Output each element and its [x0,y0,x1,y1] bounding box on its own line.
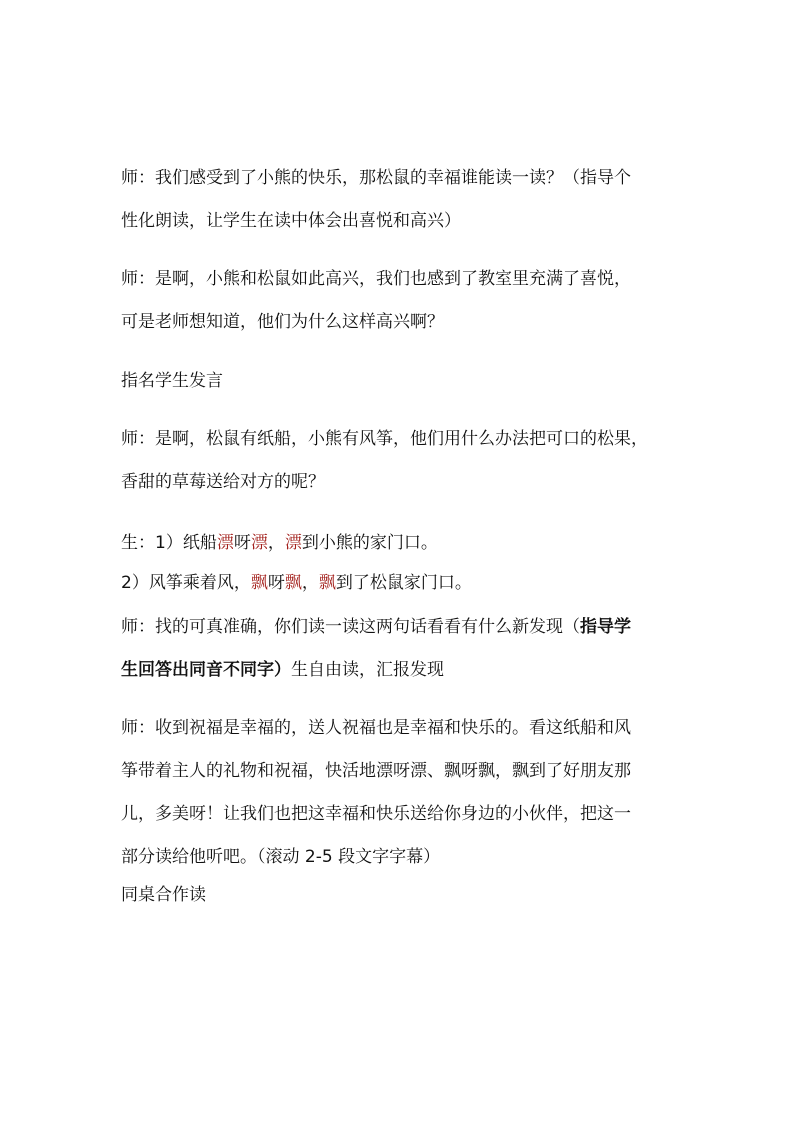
answer-1-ya: 呀 [233,533,251,553]
highlight-piao-2: 漂 [250,533,268,553]
paragraph-8-line-3: 儿，多美呀！让我们也把这幸福和快乐送给你身边的小伙伴，把这一 [121,804,631,824]
highlight-piao-1: 漂 [216,533,234,553]
answer-1-prefix: 生：1）纸船 [121,533,217,553]
answer-1-suffix: 到小熊的家门口。 [301,533,438,553]
paragraph-2-line-2: 可是老师想知道，他们为什么这样高兴啊？ [121,312,444,332]
highlight-piao-6: 飘 [318,573,336,593]
paragraph-4-line-1: 师：是啊，松鼠有纸船，小熊有风筝，他们用什么办法把可口的松果， [121,429,648,449]
highlight-piao-4: 飘 [250,573,268,593]
paragraph-8-line-2: 筝带着主人的礼物和祝福，快活地漂呀漂、飘呀飘，飘到了好朋友那 [121,761,631,781]
paragraph-7-line-1 [121,616,681,638]
paragraph-7-line-2-text: 生自由读，汇报发现 [291,660,444,680]
paragraph-8-line-1: 师：收到祝福是幸福的，送人祝福也是幸福和快乐的。看这纸船和风 [121,718,631,738]
paragraph-3-line-1: 指名学生发言 [121,371,223,391]
answer-line-1 [121,532,681,554]
paragraph-7-bold-2: 生回答出同音不同字） [121,660,291,680]
paragraph-1-line-2: 性化朗读，让学生在读中体会出喜悦和高兴） [121,211,461,231]
paragraph-2-line-1: 师：是啊，小熊和松鼠如此高兴，我们也感到了教室里充满了喜悦， [121,269,631,289]
paragraph-8-line-4: 部分读给他听吧。（滚动 2-5 段文字字幕） [121,847,441,867]
answer-2-ya: 呀 [267,573,285,593]
answer-line-2 [121,572,681,594]
paragraph-9-line-1: 同桌合作读 [121,885,206,905]
paragraph-4-line-2: 香甜的草莓送给对方的呢？ [121,472,325,492]
paragraph-7-line-1-text: 师：找的可真准确，你们读一读这两句话看看有什么新发现（ [121,617,580,637]
answer-1-comma: ， [267,533,285,553]
highlight-piao-3: 漂 [284,533,302,553]
paragraph-7-bold-1: 指导学 [580,617,631,637]
highlight-piao-5: 飘 [284,573,302,593]
paragraph-1-line-1: 师：我们感受到了小熊的快乐，那松鼠的幸福谁能读一读？（指导个 [121,168,631,188]
paragraph-7-line-2 [121,659,681,681]
answer-2-suffix: 到了松鼠家门口。 [335,573,472,593]
answer-2-comma: ， [301,573,319,593]
answer-2-prefix: 2）风筝乘着风， [121,573,251,593]
